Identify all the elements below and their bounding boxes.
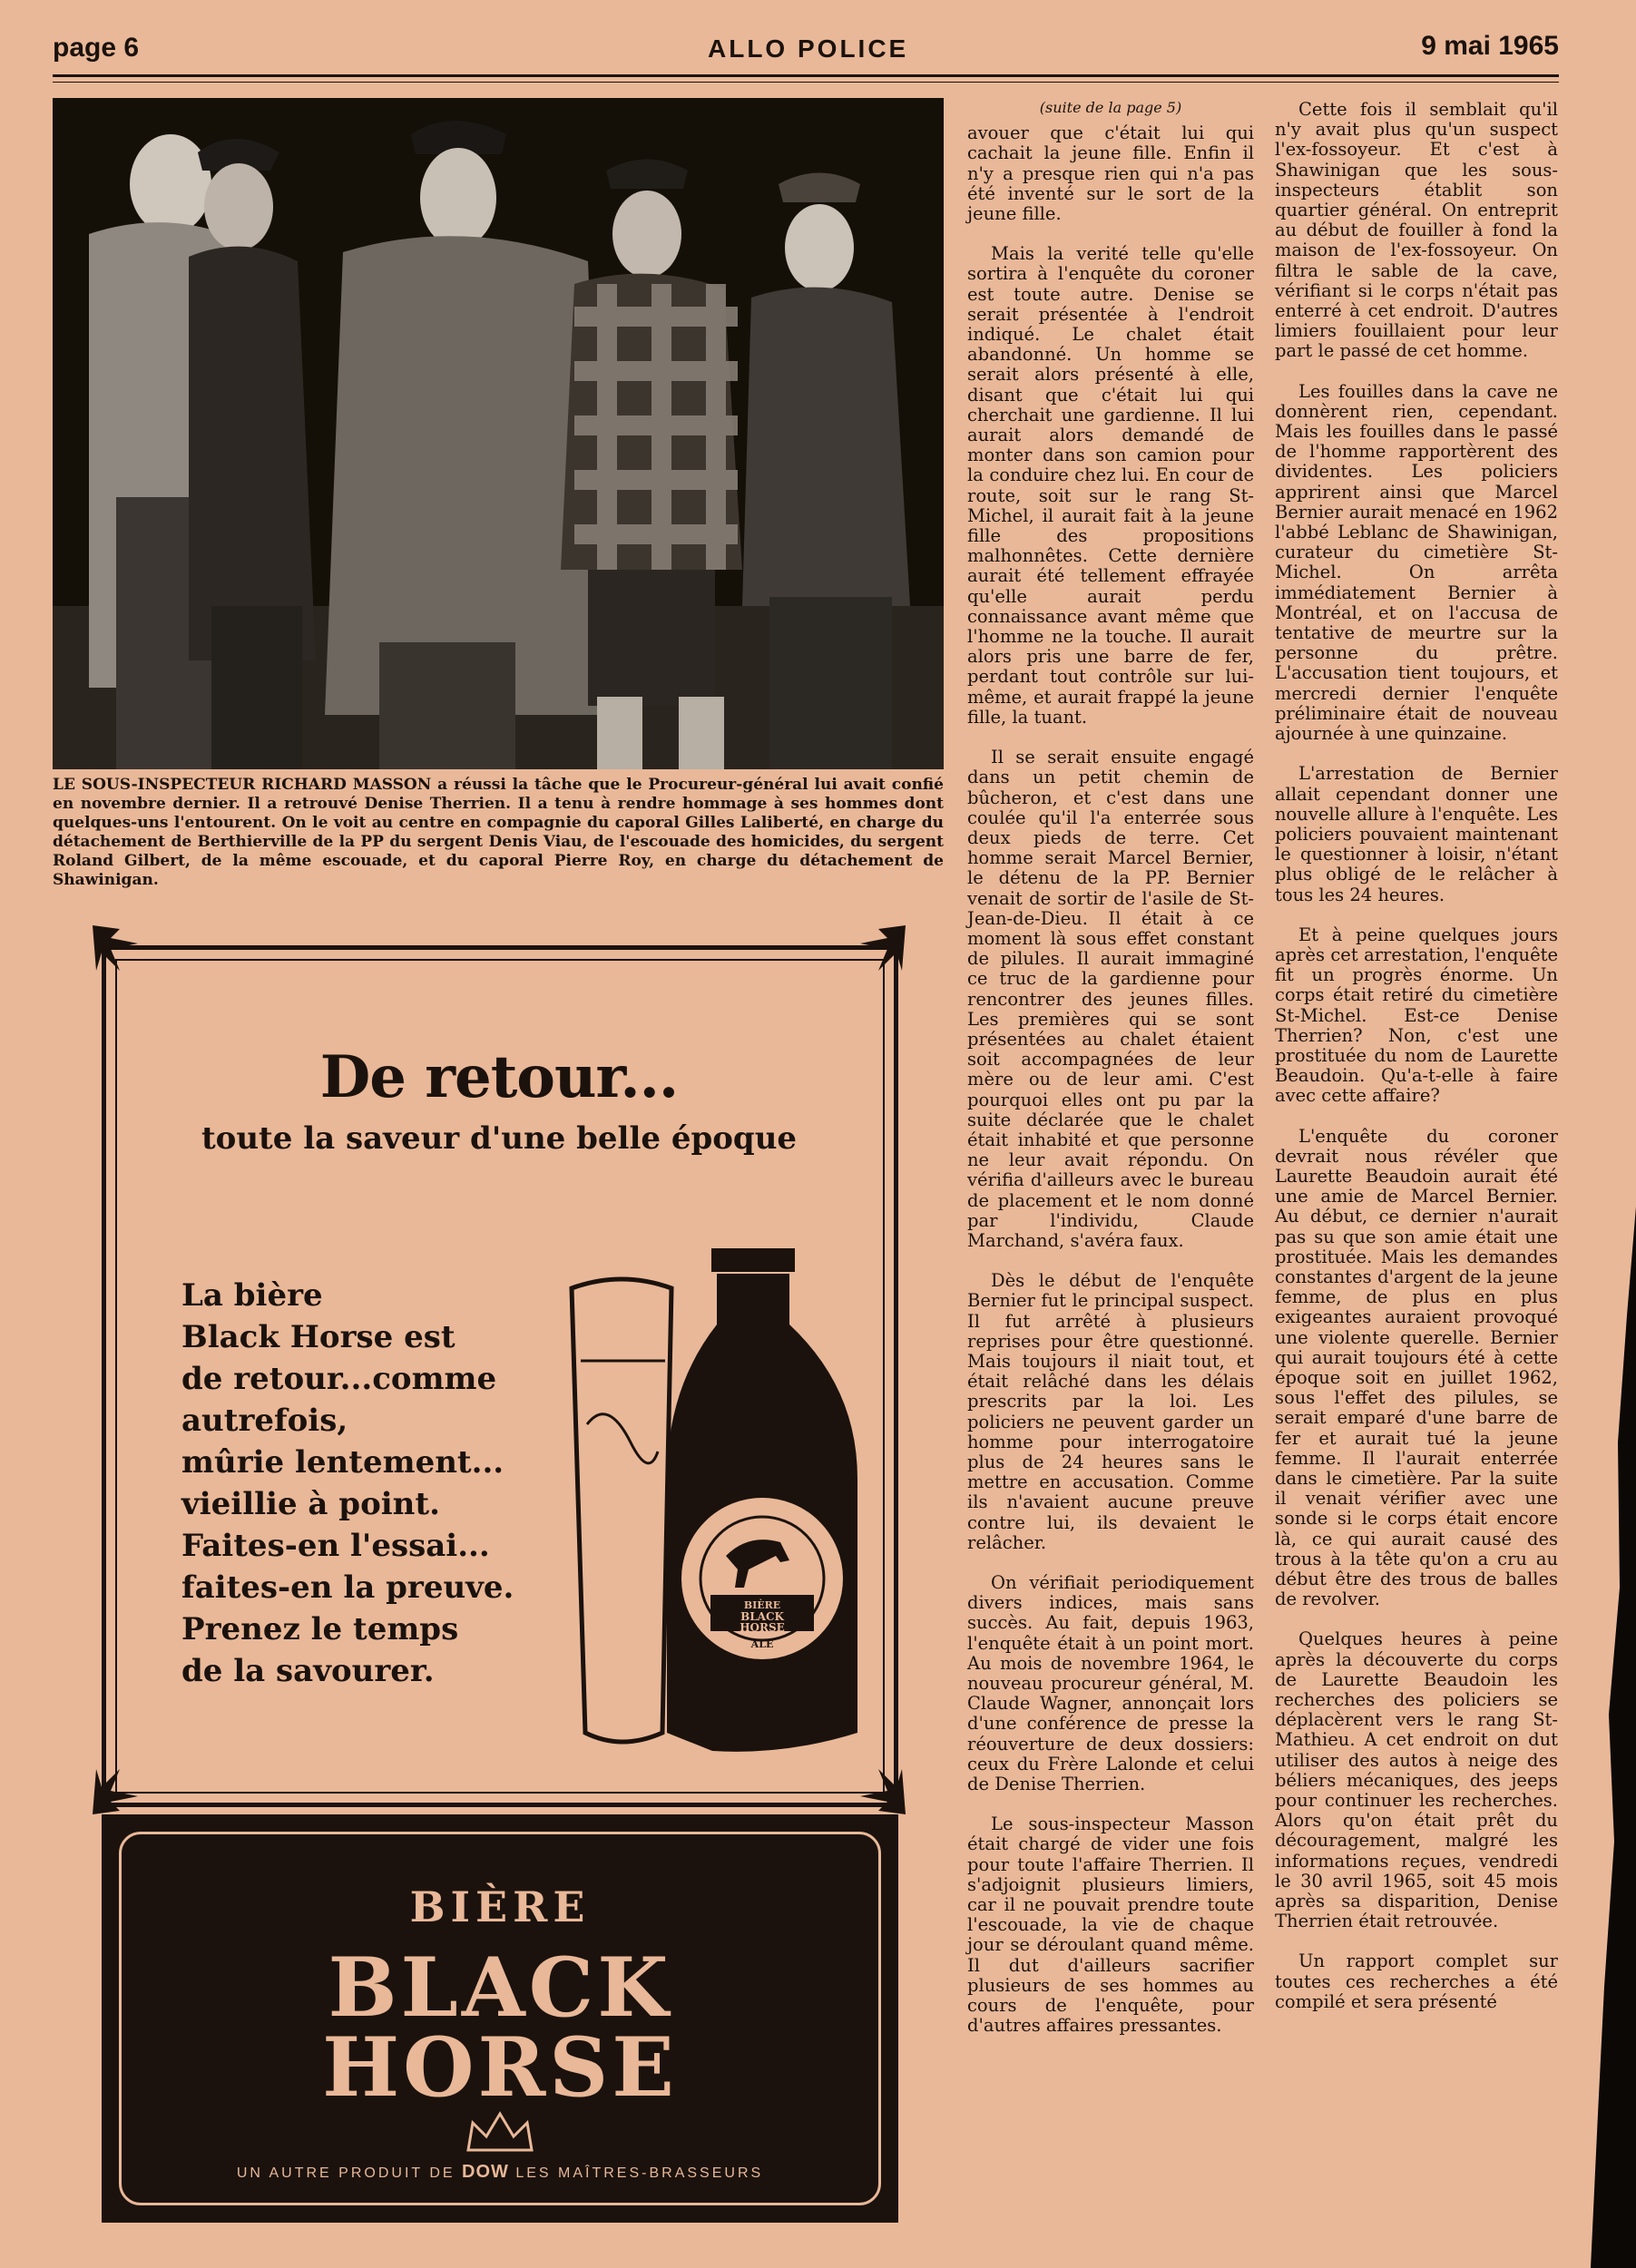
ad-line: de la savourer. <box>181 1653 435 1689</box>
ad-line: autrefois, <box>181 1403 348 1439</box>
brand-horse: HORSE <box>322 2019 678 2116</box>
ad-line: de retour...comme <box>181 1361 497 1397</box>
torn-page-edge <box>1554 1207 1636 2268</box>
ad-line: La bière <box>181 1277 323 1314</box>
ad-line: vieillie à point. <box>181 1486 440 1522</box>
beer-advertisement <box>91 916 907 2223</box>
ad-line: mûrie lentement... <box>181 1444 505 1481</box>
article-paragraph: Dès le début de l'enquête Bernier fut le principal suspect. Il fut arrêté à plusieurs reprises pour être questionné. Mais toujours il niait tout, et était relâché dans les délais prescrits par la loi. Les policiers ne peuvent garder un homme pour interrogatoire plus de 24 heures sans le mettre en accusation. Comme ils n'avaient aucune preuve contre lui, ils devaient le relâcher. <box>967 1270 1254 1553</box>
brand-biere: BIÈRE <box>409 1882 591 1931</box>
page-number: page 6 <box>53 33 140 63</box>
article-paragraph: Mais la verité telle qu'elle sortira à l'enquête du coroner est toute autre. Denise se serait présentée à l'endroit indiqué. Le chalet était abandonné. Un homme se serait alors présenté à elle, disant que c'était lui qui cherchait une gardienne. Il lui aurait alors demandé de monter dans son camion pour la conduire chez lui. En cour de route, soit sur le rang St-Michel, il aurait fait à la jeune fille des propositions malhonnêtes. Cette dernière aurait été tellement effrayée qu'elle aurait perdu connaissance avant même que l'homme ne la touche. Il aurait alors pris une barre de fer, perdant tout contrôle sur lui-même, et aurait frappé la jeune fille, la tuant. <box>967 243 1254 728</box>
header-rule-thin <box>53 82 1559 83</box>
ad-subheadline: toute la saveur d'une belle époque <box>201 1120 798 1157</box>
ornament-icon <box>851 916 915 980</box>
bottle-label-biere: BIÈRE <box>743 1599 781 1611</box>
ad-line: faites-en la preuve. <box>181 1569 514 1606</box>
crown-icon <box>464 2109 536 2155</box>
article-paragraph: L'arrestation de Bernier allait cependant donner une nouvelle allure à l'enquête. Les policiers pouvaient maintenant le questionner à loisir, n'étant plus obligé de le relâcher à tous les 24 heures. <box>1275 763 1558 905</box>
article-paragraph: On vérifiait periodiquement divers indices, mais sans succès. Au fait, depuis 1963, l'enquête était à un point mort. Au mois de novembre 1964, le nouveau procureur général, M. Claude Wagner, annonçait lors d'une conférence de presse la réouverture de deux dossiers: ceux du Frère Lalonde et celui de Denise Therrien. <box>967 1572 1254 1795</box>
ornament-icon <box>83 916 147 980</box>
issue-date: 9 mai 1965 <box>1421 31 1559 61</box>
news-photo <box>53 98 944 769</box>
brand-black: BLACK <box>328 1940 672 2036</box>
publication-title: ALLO POLICE <box>708 34 909 63</box>
article-paragraph: Cette fois il semblait qu'il n'y avait plus qu'un suspect l'ex-fossoyeur. Et c'est à Shawinigan que les sous-inspecteurs établit son quartier général. On entreprit au début de fouiller à fond la maison de l'ex-fossoyeur. On filtra le sable de la cave, vérifiant si le corps n'était pas enterré à cet endroit. D'autres limiers fouillaient pour leur part le passé de cet homme. <box>1275 99 1558 362</box>
article-paragraph: L'enquête du coroner devrait nous révéler que Laurette Beaudoin aurait été une amie de Marcel Bernier. Au début, ce dernier n'aurait pas su que son amie était une prostituée. Mais les demandes constantes d'argent de la jeune femme, de plus en plus exigeantes auraient provoqué une violente querelle. Bernier qui aurait toujours été à cette époque soit en juillet 1962, sous l'effet des pilules, se serait emparé d'une barre de fer et aurait tué la jeune femme. Il l'aurait enterrée dans le cimetière. Par la suite il venait vérifier avec une sonde si le corps était encore là, ce qui aurait causé des trous à la tête qu'on a cru au début être des trous de balles de revolver. <box>1275 1125 1558 1610</box>
caption-text: a réussi la tâche que le Procureur-général lui avait confié en novembre dernier. Il a retrouvé Denise Therrien. Il a tenu à rendre hommage à ses hommes dont quelques-uns l'entourent. On le voit au centre en compagnie du caporal Gilles Laliberté, en charge du détachement de Berthierville de la PP du sergent Denis Viau, de l'escouade des homicides, du sergent Roland Gilbert, de la même escouade, et du caporal Pierre Roy, en charge du détachement de Shawinigan. <box>53 776 944 889</box>
article-paragraph: avouer que c'était lui qui cachait la jeune fille. Enfin il n'y a presque rien qui n'a pas été inventé sur le sort de la jeune fille. <box>967 122 1254 225</box>
page-header <box>53 25 1559 71</box>
article-column-3 <box>1275 100 1558 2032</box>
bottle-label-black: BLACK <box>740 1610 784 1623</box>
ad-line: Black Horse est <box>181 1319 456 1355</box>
ad-headline: De retour... <box>319 1043 679 1111</box>
ad-line: Prenez le temps <box>181 1611 459 1647</box>
ad-brand-panel <box>102 1814 898 2223</box>
photo-caption <box>53 776 944 890</box>
caption-lead: LE SOUS-INSPECTEUR RICHARD MASSON <box>53 776 432 794</box>
article-paragraph: Quelques heures à peine après la découverte du corps de Laurette Beaudoin les recherches des policiers se déplacèrent vers le rang St-Mathieu. A cet endroit on dut utiliser des autos à neige des béliers mécaniques, des jeeps pour continuer les recherches. Alors qu'on était prêt du découragement, malgré les informations reçues, vendredi le 30 avril 1965, soit 45 mois après sa disparition, Denise Therrien était retrouvée. <box>1275 1628 1558 1932</box>
ad-line: Faites-en l'essai... <box>181 1528 490 1564</box>
bottle-label-horse: HORSE <box>740 1621 785 1634</box>
article-paragraph: Un rapport complet sur toutes ces recherches a été compilé et sera présenté <box>1275 1950 1558 2012</box>
article-paragraph: Il se serait ensuite engagé dans un petit chemin de bûcheron, et c'est dans une coulée qu'il l'a enterrée sous deux pieds de terre. Cet homme serait Marcel Bernier, le détenu de la PP. Bernier venait de sortir de l'asile de St-Jean-de-Dieu. Il était à ce moment là sous effet constant de pilules. Il aurait immaginé ce truc de la gardienne pour rencontrer des jeunes filles. Les premières qui se sont présentées au chalet étaient soit accompagnées de leur mère ou de leur ami. C'est pourquoi elles ont pu par la suite déclarée que le chalet était inhabité et que personne ne leur avait répondu. On vérifia d'ailleurs avec le bureau de placement et le nom donné par l'individu, Claude Marchand, s'avéra faux. <box>967 747 1254 1251</box>
article-paragraph: Le sous-inspecteur Masson était chargé de vider une fois pour toute l'affaire Therrien. Il s'adjoignit plusieurs limiers, car il ne pouvait prendre toute l'escouade, la vie de chaque jour se déroulant quand même. Il dut d'ailleurs sacrifier plusieurs de ses hommes au cours de l'enquête, pour d'autres affaires pressantes. <box>967 1813 1254 2037</box>
article-paragraph: Les fouilles dans la cave ne donnèrent rien, cependant. Mais les fouilles dans le passé de l'homme rapportèrent des dividentes. Les policiers apprirent ainsi que Marcel Bernier aurait menacé en 1962 l'abbé Leblanc de Shawinigan, curateur du cimetière St-Michel. On arrêta immédiatement Bernier à Montréal, et on l'accusa de tentative de meurtre sur la personne du prêtre. L'accusation tient toujours, et mercredi dernier l'enquête préliminaire était de nouveau ajournée à une quinzaine. <box>1275 380 1558 745</box>
article-column-2 <box>967 98 1254 2056</box>
header-rule <box>53 74 1559 77</box>
ad-body-copy <box>181 1275 563 1692</box>
continued-note: (suite de la page 5) <box>1039 99 1182 116</box>
article-paragraph: Et à peine quelques jours après cet arrestation, l'enquête fit un progrès énorme. Un corps était retiré du cimetière St-Michel. Est-ce Denise Therrien? Non, c'est une prostituée du nom de Laurette Beaudoin. Qu'a-t-elle à faire avec cette affaire? <box>1275 924 1558 1107</box>
ad-tagline: UN AUTRE PRODUIT DE DOW LES MAÎTRES-BRASSEURS <box>236 2162 764 2182</box>
bottle-label-ale: ALE <box>750 1638 774 1650</box>
beer-bottle-and-glass-illustration <box>567 1243 867 1760</box>
